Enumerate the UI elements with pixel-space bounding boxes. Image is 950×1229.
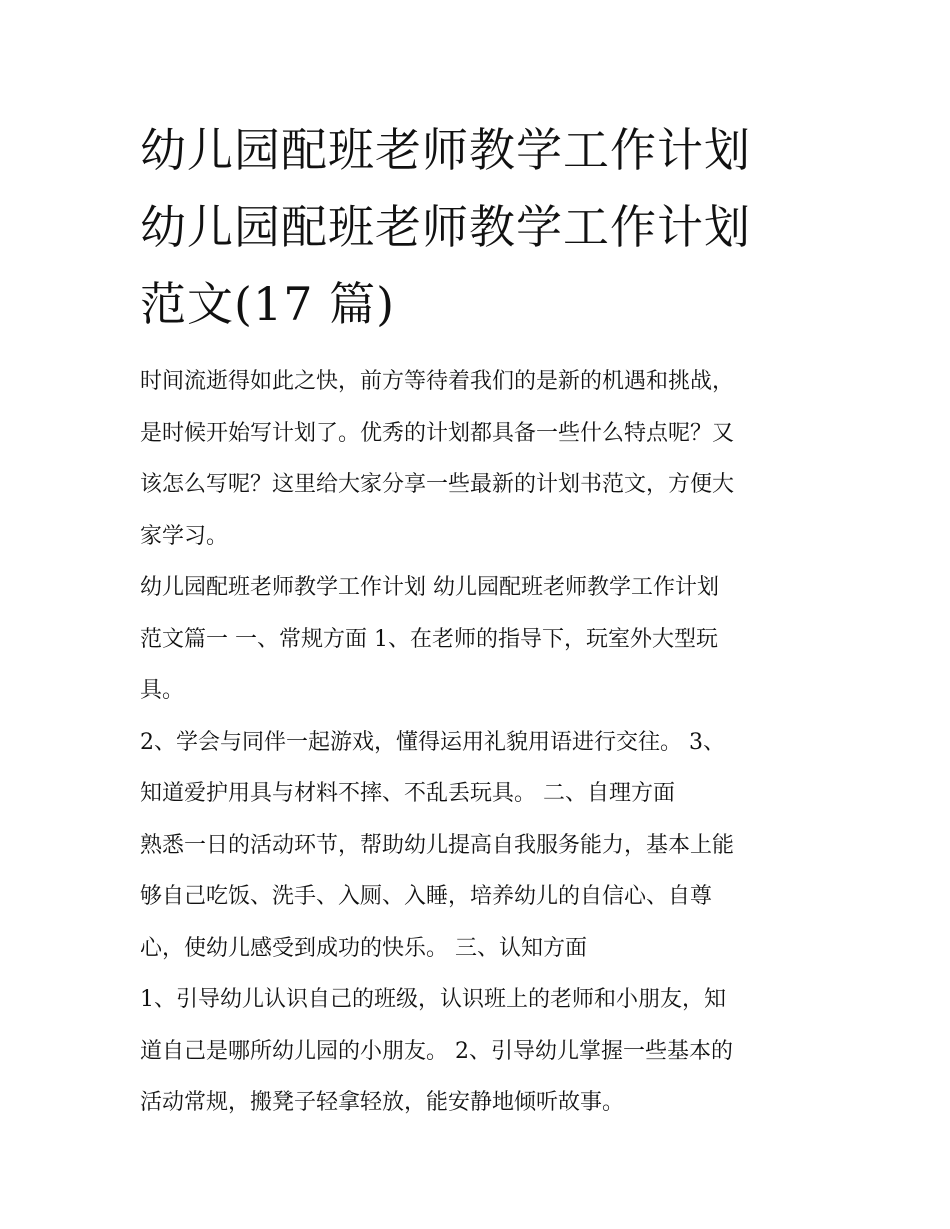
body-line: 1、引导幼儿认识自己的班级，认识班上的老师和小朋友，知 xyxy=(140,987,726,1012)
body-line: 心，使幼儿感受到成功的快乐。 三、认知方面 xyxy=(140,935,587,961)
document-body xyxy=(140,356,820,1129)
body-line: 范文篇一 一、常规方面 1、在老师的指导下，玩室外大型玩 xyxy=(140,626,718,652)
body-line: 熟悉一日的活动环节，帮助幼儿提高自我服务能力，基本上能 xyxy=(140,832,735,858)
body-line: 够自己吃饭、洗手、入厕、入睡，培养幼儿的自信心、自尊 xyxy=(140,884,713,909)
title-line: 幼儿园配班老师教学工作计划 xyxy=(140,200,751,254)
document-title xyxy=(140,112,820,343)
body-line: 知道爱护用具与材料不摔、不乱丢玩具。 二、自理方面 xyxy=(140,781,675,806)
body-line: 是时候开始写计划了。优秀的计划都具备一些什么特点呢？又 xyxy=(140,420,735,446)
body-line: 活动常规，搬凳子轻拿轻放，能安静地倾听故事。 xyxy=(140,1090,625,1115)
body-line: 具。 xyxy=(140,678,185,703)
body-line: 家学习。 xyxy=(140,523,229,549)
title-line: 幼儿园配班老师教学工作计划 xyxy=(140,123,751,177)
body-line: 时间流逝得如此之快，前方等待着我们的是新的机遇和挑战， xyxy=(140,369,735,394)
body-line: 2、学会与同伴一起游戏，懂得运用礼貌用语进行交往。 3、 xyxy=(140,729,725,755)
body-line: 幼儿园配班老师教学工作计划 幼儿园配班老师教学工作计划 xyxy=(140,575,719,600)
title-line: 范文(17 篇) xyxy=(140,277,396,331)
body-line: 道自己是哪所幼儿园的小朋友。 2、引导幼儿掌握一些基本的 xyxy=(140,1038,733,1064)
body-line: 该怎么写呢？这里给大家分享一些最新的计划书范文，方便大 xyxy=(140,472,735,497)
